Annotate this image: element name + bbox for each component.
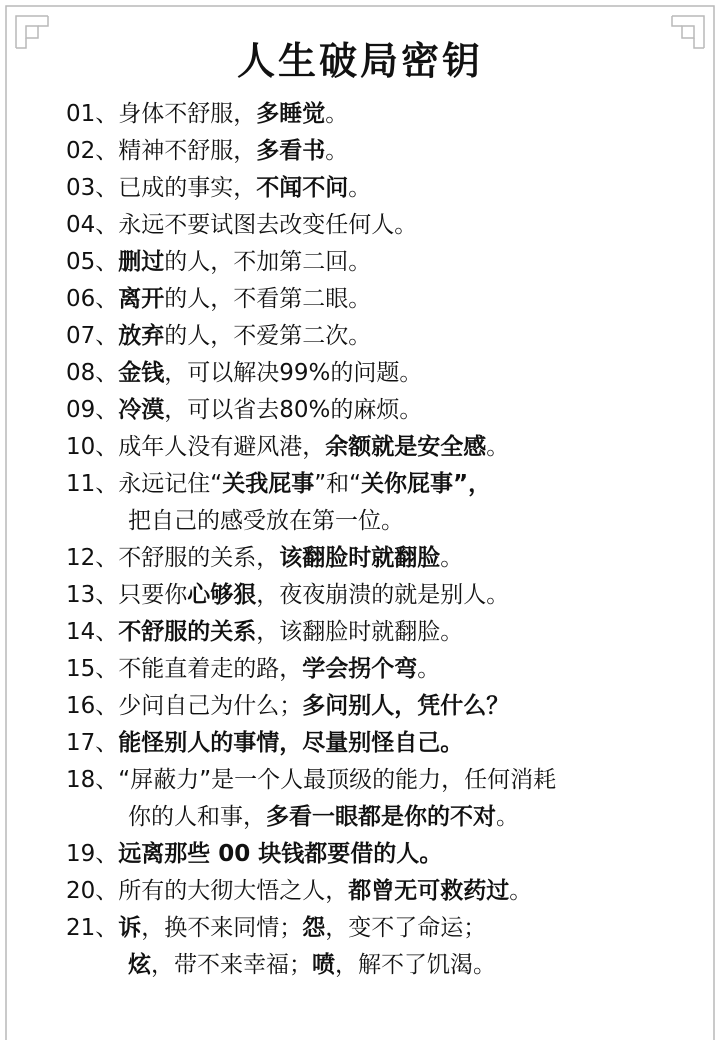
item-number: 13、 bbox=[66, 582, 119, 608]
item-number: 11、 bbox=[66, 471, 119, 497]
list-item bbox=[66, 540, 686, 577]
item-text: “屏蔽力”是一个人最顶级的能力，任何消耗 bbox=[118, 767, 557, 793]
item-emphasis: 学会拐个弯 bbox=[302, 656, 418, 682]
item-number: 15、 bbox=[66, 656, 119, 682]
list-item bbox=[66, 355, 686, 392]
item-emphasis: 多看书 bbox=[256, 138, 326, 164]
item-text: 不能直着走的路， bbox=[118, 656, 303, 682]
item-emphasis: 多睡觉 bbox=[256, 101, 326, 127]
list-item bbox=[66, 836, 686, 873]
item-emphasis: 金钱 bbox=[118, 360, 165, 386]
item-emphasis: 心够狠 bbox=[187, 582, 257, 608]
item-emphasis: 不舒服的关系 bbox=[118, 619, 257, 645]
item-text: ，可以解决99%的问题。 bbox=[164, 360, 423, 386]
item-text: 。 bbox=[325, 101, 349, 127]
item-text: 不舒服的关系， bbox=[118, 545, 280, 571]
item-text: 。 bbox=[486, 434, 510, 460]
item-text: 身体不舒服， bbox=[118, 101, 257, 127]
item-emphasis: 删过 bbox=[118, 249, 165, 275]
item-emphasis: 炫 bbox=[128, 952, 151, 978]
list-item bbox=[66, 688, 686, 725]
item-text: 。 bbox=[417, 656, 441, 682]
item-text: ，可以省去80%的麻烦。 bbox=[164, 397, 423, 423]
item-number: 03、 bbox=[66, 175, 119, 201]
item-number: 17、 bbox=[66, 730, 119, 756]
list-item bbox=[66, 466, 686, 503]
item-emphasis: 多问别人，凭什么？ bbox=[302, 693, 510, 719]
item-text: ，解不了饥渴。 bbox=[335, 952, 496, 978]
list-item bbox=[66, 281, 686, 318]
item-text: 只要你 bbox=[118, 582, 188, 608]
item-text: ”和“ bbox=[314, 471, 362, 497]
item-text: 的人，不加第二回。 bbox=[164, 249, 372, 275]
list-item bbox=[66, 392, 686, 429]
item-text: 精神不舒服， bbox=[118, 138, 257, 164]
item-text: 。 bbox=[348, 175, 372, 201]
list-item-continuation bbox=[66, 799, 686, 836]
item-text: 。 bbox=[496, 804, 519, 830]
item-text: ，夜夜崩溃的就是别人。 bbox=[256, 582, 510, 608]
item-text: 。 bbox=[419, 841, 443, 867]
item-emphasis: 冷漠 bbox=[118, 397, 165, 423]
item-text: 永远不要试图去改变任何人。 bbox=[118, 212, 418, 238]
item-text: ，变不了命运； bbox=[325, 915, 487, 941]
item-emphasis: 能怪别人的事情，尽量别怪自己 bbox=[118, 730, 441, 756]
list-item bbox=[66, 244, 686, 281]
list-item bbox=[66, 96, 686, 133]
item-number: 14、 bbox=[66, 619, 119, 645]
item-number: 18、 bbox=[66, 767, 119, 793]
item-number: 04、 bbox=[66, 212, 119, 238]
list-item bbox=[66, 651, 686, 688]
item-emphasis: 该翻脸时就翻脸 bbox=[279, 545, 441, 571]
item-emphasis: 喷 bbox=[312, 952, 335, 978]
item-text: 。 bbox=[440, 545, 464, 571]
list-item bbox=[66, 762, 686, 799]
item-text: ，该翻脸时就翻脸。 bbox=[256, 619, 464, 645]
item-number: 09、 bbox=[66, 397, 119, 423]
item-emphasis: 离开 bbox=[118, 286, 165, 312]
item-number: 12、 bbox=[66, 545, 119, 571]
item-text: 你的人和事， bbox=[128, 804, 266, 830]
list-item bbox=[66, 910, 686, 947]
item-emphasis: 关我屁事 bbox=[222, 471, 315, 497]
item-emphasis: 怨 bbox=[302, 915, 326, 941]
item-text: 的人，不爱第二次。 bbox=[164, 323, 372, 349]
item-number: 10、 bbox=[66, 434, 119, 460]
item-number: 21、 bbox=[66, 915, 119, 941]
item-emphasis: 多看一眼都是你的不对 bbox=[266, 804, 496, 830]
item-text: 。 bbox=[325, 138, 349, 164]
item-emphasis: 余额就是安全感 bbox=[325, 434, 487, 460]
list-item bbox=[66, 318, 686, 355]
list-item bbox=[66, 207, 686, 244]
item-text: 所有的大彻大悟之人， bbox=[118, 878, 349, 904]
item-text: ，换不来同情； bbox=[141, 915, 303, 941]
item-number: 06、 bbox=[66, 286, 119, 312]
item-number: 19、 bbox=[66, 841, 119, 867]
item-text: 成年人没有避风港， bbox=[118, 434, 326, 460]
item-number: 02、 bbox=[66, 138, 119, 164]
item-text: ”， bbox=[453, 471, 492, 497]
list-item-continuation bbox=[66, 947, 686, 984]
item-number: 08、 bbox=[66, 360, 119, 386]
list-item-continuation: 把自己的感受放在第一位。 bbox=[128, 508, 404, 534]
list-item bbox=[66, 725, 686, 762]
item-emphasis: 不闻不问 bbox=[256, 175, 349, 201]
item-text: 。 bbox=[440, 730, 464, 756]
item-text: ，带不来幸福； bbox=[151, 952, 312, 978]
item-text: 已成的事实， bbox=[118, 175, 257, 201]
list-item bbox=[66, 577, 686, 614]
item-emphasis: 远离那些 00 块钱都要借的人 bbox=[118, 841, 420, 867]
item-text: 少问自己为什么； bbox=[118, 693, 303, 719]
item-text: 的人，不看第二眼。 bbox=[164, 286, 372, 312]
item-number: 20、 bbox=[66, 878, 119, 904]
item-text: 永远记住“ bbox=[118, 471, 223, 497]
item-emphasis: 诉 bbox=[118, 915, 142, 941]
item-emphasis: 放弃 bbox=[118, 323, 165, 349]
tips-list bbox=[66, 96, 686, 984]
page-title: 人生破局密钥 bbox=[236, 39, 483, 83]
item-number: 16、 bbox=[66, 693, 119, 719]
list-item bbox=[66, 873, 686, 910]
list-item bbox=[66, 614, 686, 651]
item-number: 07、 bbox=[66, 323, 119, 349]
item-number: 05、 bbox=[66, 249, 119, 275]
item-emphasis: 都曾无可救药过 bbox=[348, 878, 510, 904]
list-item bbox=[66, 170, 686, 207]
list-item bbox=[66, 429, 686, 466]
item-emphasis: 关你屁事 bbox=[361, 471, 454, 497]
item-number: 01、 bbox=[66, 101, 119, 127]
list-item bbox=[66, 133, 686, 170]
item-text: 。 bbox=[509, 878, 533, 904]
